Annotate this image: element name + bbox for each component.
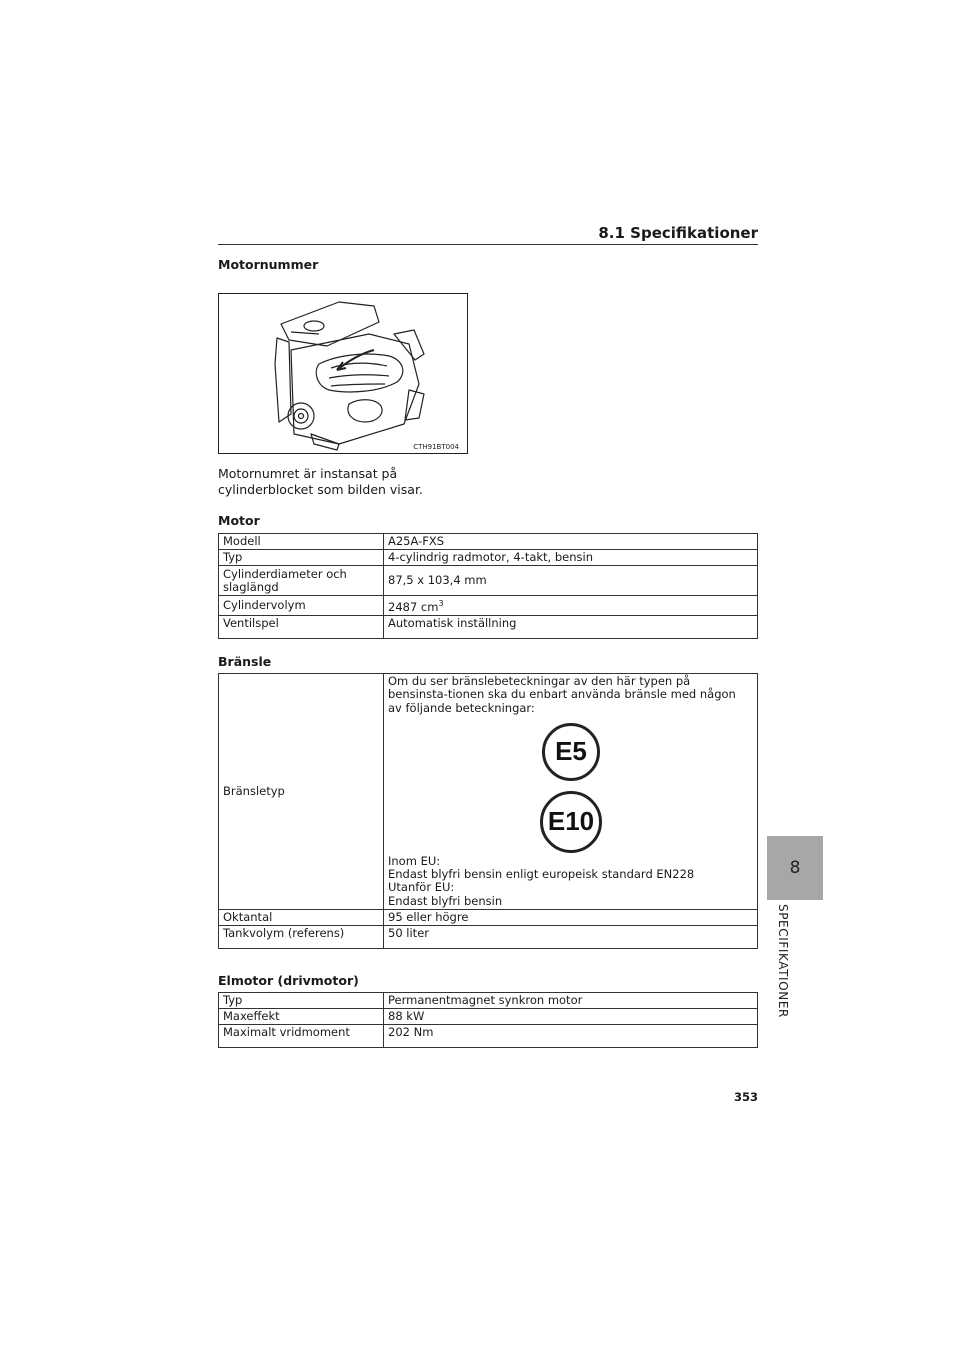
engine-drawing [219, 294, 467, 453]
row-value: 95 eller högre [384, 910, 758, 926]
fuel-heading: Bränsle [218, 654, 272, 669]
electric-motor-table [218, 992, 758, 1048]
table-row [219, 674, 758, 910]
unit-superscript: 3 [438, 599, 444, 608]
row-value: A25A-FXS [384, 534, 758, 550]
e10-badge-icon: E10 [540, 791, 602, 853]
fuel-intro: Om du ser bränslebeteckningar av den här typen på bensinsta-tionen ska du enbart använda bränsle med någon av följande beteckningar: [388, 674, 736, 715]
engine-number-caption: Motornumret är instansat på cylinderblocket som bilden visar. [218, 466, 423, 497]
table-row [219, 910, 758, 926]
table-row [219, 566, 758, 596]
table-row [219, 534, 758, 550]
row-value: 50 liter [384, 926, 758, 949]
row-label: Maxeffekt [219, 1009, 384, 1025]
row-label: Typ [219, 550, 384, 566]
fuel-type-value [384, 674, 758, 910]
row-label: Maximalt vridmoment [219, 1025, 384, 1048]
row-value: 87,5 x 103,4 mm [384, 566, 758, 596]
table-row [219, 1009, 758, 1025]
fuel-badges [388, 715, 753, 855]
row-label: Cylinderdiameter och slaglängd [219, 566, 384, 596]
motor-table [218, 533, 758, 639]
page-number: 353 [733, 1090, 758, 1104]
row-label: Typ [219, 993, 384, 1009]
eu-label: Inom EU: [388, 853, 441, 868]
engine-illustration [218, 293, 468, 454]
row-value: 4-cylindrig radmotor, 4-takt, bensin [384, 550, 758, 566]
table-row [219, 993, 758, 1009]
row-label: Modell [219, 534, 384, 550]
table-row [219, 550, 758, 566]
row-label: Tankvolym (referens) [219, 926, 384, 949]
row-value: 88 kW [384, 1009, 758, 1025]
table-row [219, 926, 758, 949]
header-rule [218, 244, 758, 245]
engine-number-heading: Motornummer [218, 257, 319, 272]
chapter-label: SPECIFIKATIONER [776, 904, 790, 1018]
row-value: 202 Nm [384, 1025, 758, 1048]
row-value [384, 596, 758, 616]
table-row [219, 615, 758, 638]
row-value: Automatisk inställning [384, 615, 758, 638]
chapter-tab: 8 [767, 836, 823, 900]
row-label: Cylindervolym [219, 596, 384, 616]
figure-code: CTH91BT004 [413, 443, 459, 451]
table-row [219, 1025, 758, 1048]
table-row [219, 596, 758, 616]
row-label: Ventilspel [219, 615, 384, 638]
fuel-table [218, 673, 758, 949]
non-eu-label: Utanför EU: [388, 880, 455, 895]
eu-text: Endast blyfri bensin enligt europeisk standard EN228 [388, 867, 695, 882]
e5-badge-icon: E5 [542, 723, 600, 781]
electric-motor-heading: Elmotor (drivmotor) [218, 973, 359, 988]
row-label: Oktantal [219, 910, 384, 926]
section-title: 8.1 Specifikationer [598, 224, 758, 242]
non-eu-text: Endast blyfri bensin [388, 893, 503, 908]
fuel-type-label: Bränsletyp [219, 674, 384, 910]
motor-heading: Motor [218, 513, 260, 528]
value-text: 2487 cm [388, 599, 439, 614]
row-value: Permanentmagnet synkron motor [384, 993, 758, 1009]
